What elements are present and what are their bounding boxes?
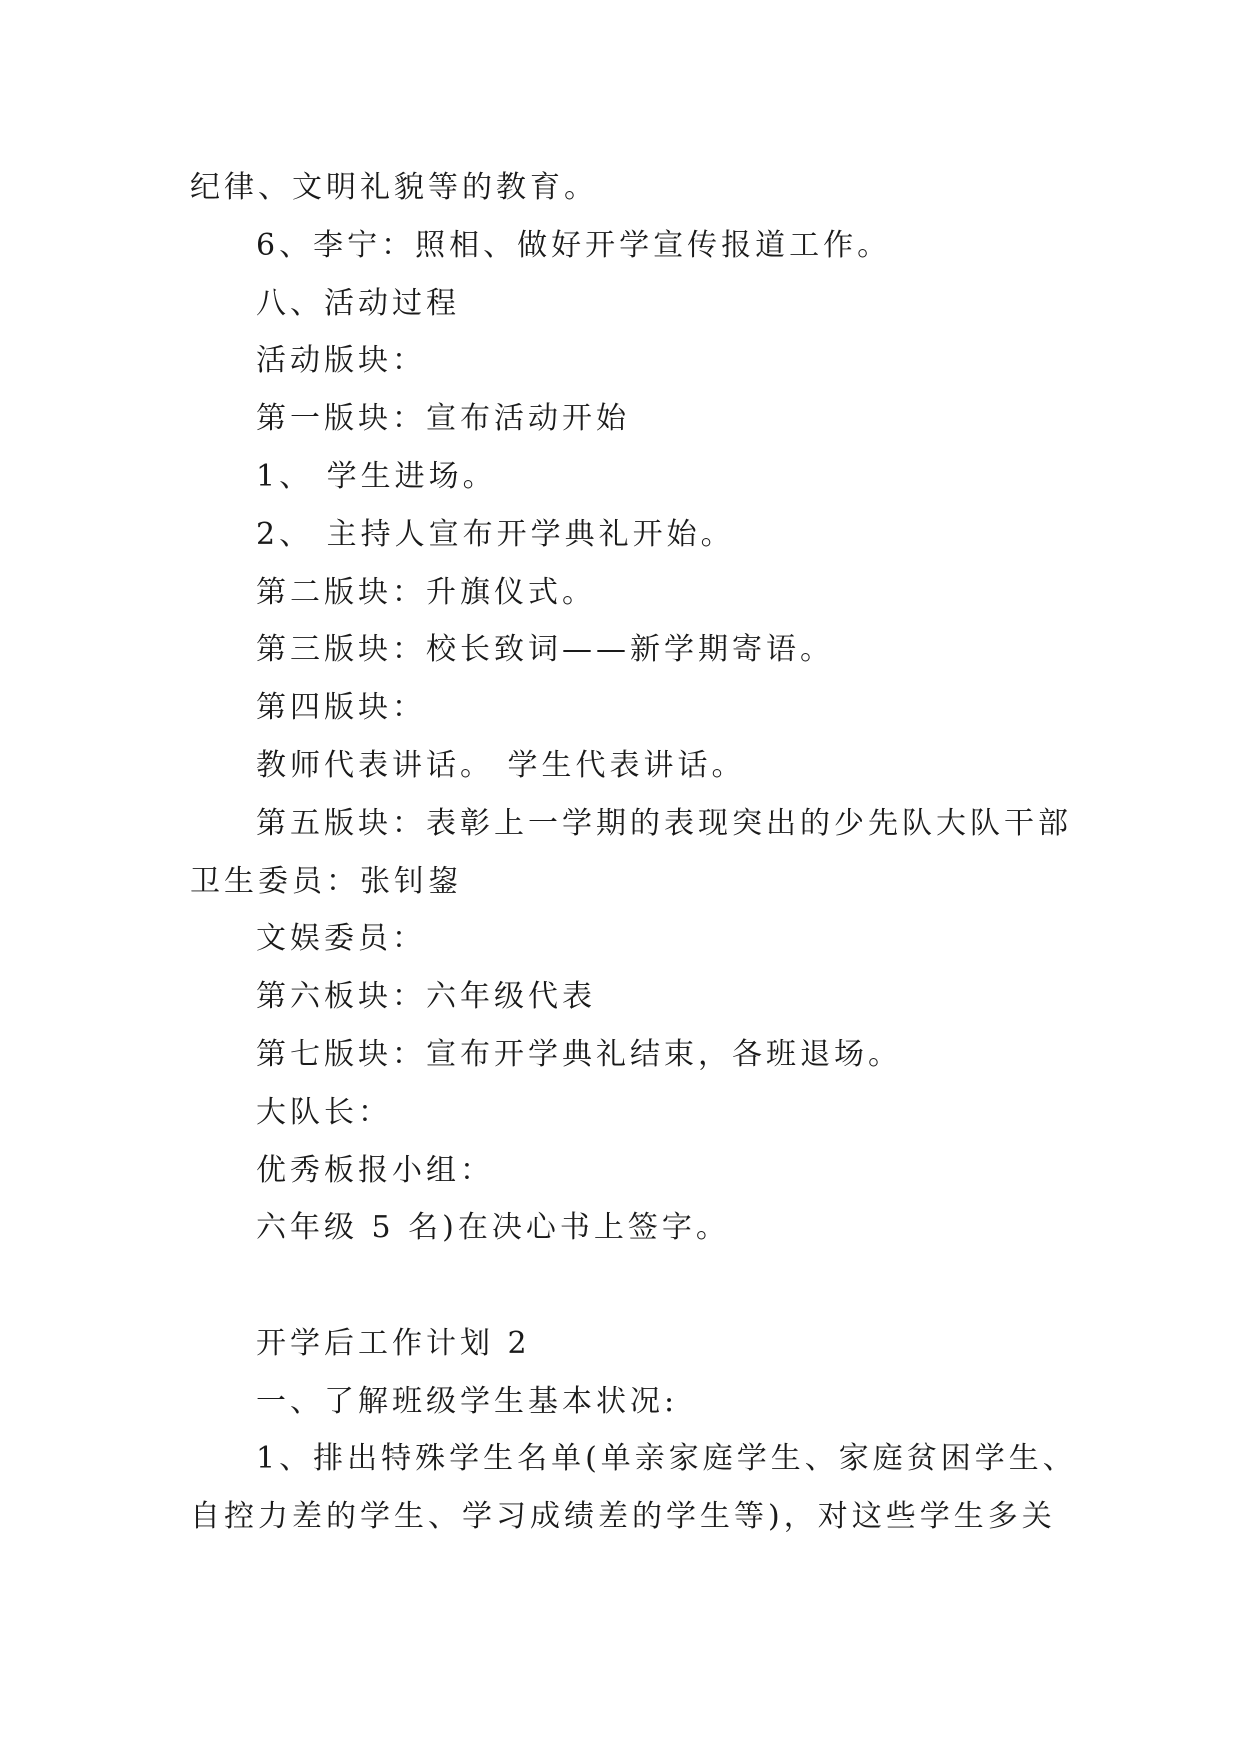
document-title: 开学后工作计划 2 <box>256 1326 531 1361</box>
paragraph-line: 2、 主持人宣布开学典礼开始。 <box>256 517 735 552</box>
paragraph-line: 第五版块：表彰上一学期的表现突出的少先队大队干部 <box>256 806 1072 841</box>
paragraph-line: 第二版块：升旗仪式。 <box>256 575 596 610</box>
paragraph-line: 1、 学生进场。 <box>256 459 497 494</box>
paragraph-line: 纪律、文明礼貌等的教育。 <box>190 170 598 205</box>
paragraph-line: 第七版块：宣布开学典礼结束，各班退场。 <box>256 1037 902 1072</box>
paragraph-line: 六年级 5 名)在决心书上签字。 <box>256 1210 730 1245</box>
paragraph-line: 教师代表讲话。 学生代表讲话。 <box>256 748 746 783</box>
paragraph-line: 卫生委员：张钊鋆 <box>190 864 462 899</box>
paragraph-line: 第四版块： <box>256 690 426 725</box>
paragraph-line: 文娱委员： <box>256 921 426 956</box>
paragraph-line: 活动版块： <box>256 343 426 378</box>
paragraph-line: 第六板块：六年级代表 <box>256 979 596 1014</box>
paragraph-line: 自控力差的学生、学习成绩差的学生等)，对这些学生多关 <box>190 1499 1056 1534</box>
section-heading: 一、了解班级学生基本状况: <box>256 1384 679 1419</box>
paragraph-line: 优秀板报小组： <box>256 1153 494 1188</box>
section-heading: 八、活动过程 <box>256 286 460 321</box>
paragraph-line: 第一版块：宣布活动开始 <box>256 401 630 436</box>
paragraph-line: 第三版块：校长致词——新学期寄语。 <box>256 632 834 667</box>
paragraph-line: 6、李宁：照相、做好开学宣传报道工作。 <box>256 228 892 263</box>
paragraph-line: 大队长： <box>256 1095 392 1130</box>
paragraph-line: 1、排出特殊学生名单(单亲家庭学生、家庭贫困学生、 <box>256 1441 1077 1476</box>
